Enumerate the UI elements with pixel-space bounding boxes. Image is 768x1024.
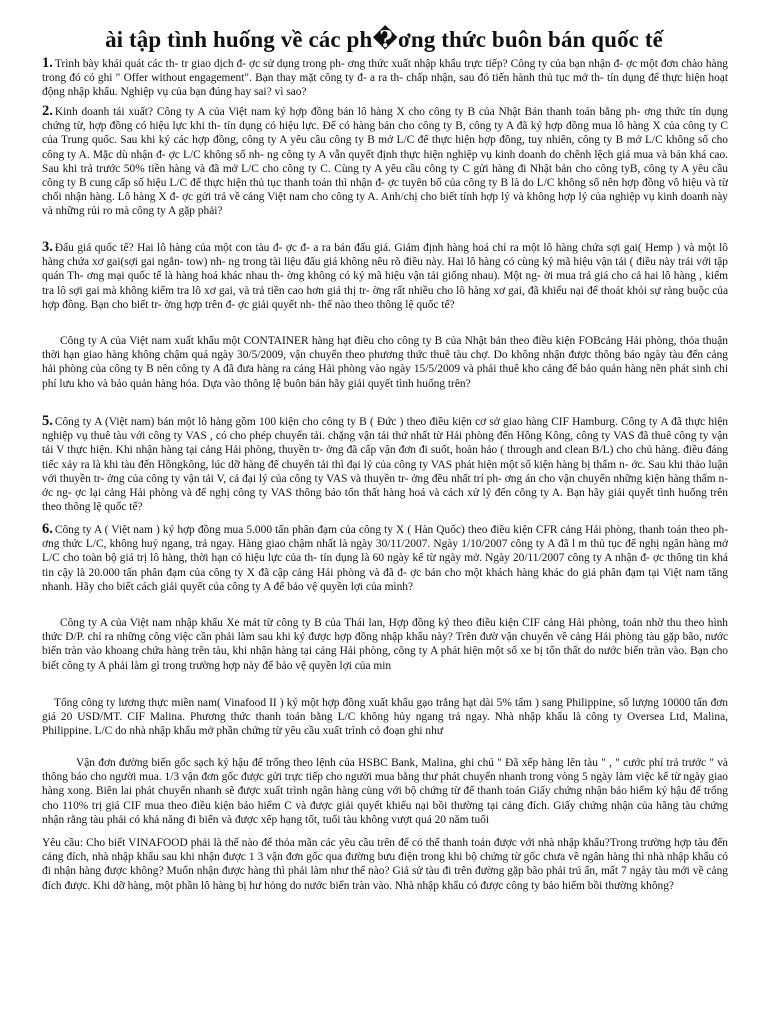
question-text: Công ty A của Việt nam xuất khẩu một CONTAINER hàng hạt điều cho công ty B của Nhật bản theo điều kiện FOBcảng Hải phòng, thỏa thuận thời hạn giao hàng không chậm quá ngày 30/5/2009, vận chuyển theo phương thức thuê tàu chợ. Do không nhận được thông báo ngày tàu đến cảng hải phòng của công ty B nên công ty A đã đưa hàng ra cảng Hải phòng vào ngày 15/5/2009 và phải thuê kho cảng để bảo quản hàng nên phát sinh chi phí lưu kho và bảo quản hàng hóa. Dựa vào thông lệ buôn bán hãy giải quyết tình huống trên? <box>42 335 728 390</box>
question-number: 6. <box>42 522 53 537</box>
question-text: Vận đơn đường biển gốc sạch ký hậu để trống theo lệnh của HSBC Bank, Malina, ghi chú " Đã xếp hàng lên tàu " , " cước phí trả trước " và thông báo cho người mua. 1/3 vận đơn gốc được gửi trực tiếp cho người mua bằng thư phát chuyển nhanh trong vòng 5 ngày làm việc kể từ ngày giao hàng xong. Biên lai phát chuyển nhanh sẽ được xuất trình ngân hàng cùng với bộ chứng từ để thanh toán Giấy chứng nhận bảo hiểm ký hậu để trống cho 110% trị giá CIF mua theo điều kiện bảo hiểm C và được giải quyết khiếu nại bồi thường tại cảng đích. Giấy chứng nhận của hãng tàu chứng nhận rằng tàu phải có khả năng đi biển và được xếp hạng tốt, tuổi tàu không vượt quá 20 năm tuổi <box>42 757 728 826</box>
question-text: Công ty A ( Việt nam ) ký hợp đồng mua 5.000 tấn phân đạm của công ty X ( Hàn Quốc) theo điều kiện CFR cảng Hải phòng, thanh toán theo ph- ơng thức L/C, không huỷ ngang, trả ngay. Hàng giao chậm nhất là ngày 30/11/2007. Ngày 1/10/2007 công ty A đã l m thủ tục để nghị ngân hàng mở L/C cho toàn bộ giá trị lô hàng, thời hạn có hiệu lực của th- tín dụng là 60 ngày kể từ ngày mở. Ngày 20/11/2007 công ty A nhận đ- ợc thông tin khá tin cậy là 20.000 tấn phân đạm của công ty X đã cập cảng Hải phòng và đã đ- ợc bán cho một khách hàng khác do giá phân đạm tại Việt nam tăng nhanh. Hãy cho biết cách giải quyết của công ty A để bảo vệ quyền lợi của mình? <box>42 524 728 593</box>
question-text: Tổng công ty lương thực miền nam( Vinafood II ) ký một hợp đồng xuất khẩu gạo trắng hạt dài 5% tấm ) sang Philippine, số lượng 10000 tấn đơn giá 20 USD/MT. CIF Malina. Phương thức thanh toán bằng L/C không hủy ngang trả ngay. Nhà nhập khẩu là công ty Oversea Ltd, Malina, Philippine. L/C do nhà nhập khẩu mở phần chứng từ yêu cầu xuất trình có đoạn ghi như <box>42 697 728 738</box>
question-text: Công ty A của Việt nam nhập khẩu Xe mát từ công ty B của Thái lan, Hợp đồng ký theo điều kiện CIF cảng Hải phòng, toán nhờ thu theo hình thức D/P. chỉ ra những công việc cần phải làm sau khi ký được hợp đồng nhập khẩu này? Trên đườ vận chuyển về cảng Hải phòng tàu gặp bão, nước biển tràn vào khoang chứa hàng trên tàu, khi nhận hàng tại cảng Hải phòng, công ty A phát hiện một số xe bị tổn thất do nước biển tràn vào. Bạn cho biết công ty A phải làm gì trong trường hợp này để bảo vệ quyền lợi của min <box>42 617 728 672</box>
question-text: Công ty A (Việt nam) bán một lô hàng gồm 100 kiện cho công ty B ( Đức ) theo điều kiện cơ sở giao hàng CIF Hamburg. Công ty A đã thực hiện nghiệp vụ thuê tàu với công ty VAS , có cho phép chuyển tải. chặng vận tải thứ nhất từ Hải phòng đến Hồng Kông, công ty VAS đã thuê công ty vận tải V thực hiện. Khi nhận hàng tại cảng Hải phòng, thuyền tr- ởng đã cấp vận đơn đi suốt, hoàn hảo ( through and clean B/L) cho chủ hàng. điều đáng tiếc xảy ra là khi tàu đến Hồngkông, lúc dỡ hàng để chuyển tải thì đại lý của công ty VAS phát hiện một số kiện hàng bị thấm n- ớc. Sau khi thảo luận với thuyền tr- ởng của công ty vận tải V, cả đại lý của công ty VAS và thuyền tr- ởng đều nhất trí ph- ơng án cho vận chuyển những kiện hàng thấm n- ớc ng- ợc lại cảng Hải phòng và để nghị công ty VAS thông báo tổn thất hàng hoá và cách xử lý đến công ty A. Bạn hãy giải quyết tình huống trên theo thông lệ quốc tế? <box>42 416 728 514</box>
question-6 <box>42 522 728 614</box>
question-4 <box>42 334 728 412</box>
question-5 <box>42 414 728 520</box>
question-3 <box>42 240 728 332</box>
requirements-block <box>42 756 728 834</box>
question-1 <box>42 56 728 102</box>
question-2 <box>42 104 728 238</box>
question-number: 3. <box>42 240 53 255</box>
question-text: Đấu giá quốc tế? Hai lô hàng của một con tàu đ- ợc đ- a ra bán đấu giá. Giám định hàng hoá chỉ ra một lô hàng chứa sợi gai( Hemp ) và một lô hàng chứa xơ gai(sợi gai ngắn- tow) nh- ng trong tài liệu đấu giá không nêu rõ điều này. Hai lô hàng có cùng ký mã hiệu vận tải ( điều này trái với tập quán Th- ơng mại quốc tế là hàng hoá khác nhau th- ờng không có ký mã hiệu vận tải giống nhau). Một ng- ời mua trả giá cho cả hai lô hàng , kiểm tra lô sợi gai mà không kiểm tra lô xơ gai, và trả tiền cao hơn giá thị tr- ờng rất nhiều cho lô hàng xơ gai, đã khiếu nại để thoát khỏi sự ràng buộc của hợp đồng. Bạn cho biết tr- ờng hợp trên đ- ợc giải quyết nh- thế nào theo thông lệ quốc tế? <box>42 242 728 311</box>
question-text: Kinh doanh tái xuất? Công ty A của Việt nam ký hợp đồng bán lô hàng X cho công ty B của Nhật Bản thanh toán bằng ph- ơng thức tín dụng chứng từ, hợp đồng có hiệu lực khi th- tín dụng có hiệu lực. Để có hàng bán cho công ty B, công ty A đã ký hợp đồng mua lô hàng X của công ty C của Trung quốc. Sau khi ký các hợp đồng, công ty A yêu cầu công ty B mở L/C để thực hiện hợp đồng, tuy nhiên, công ty B mở L/C không số cho công ty A. Mặc dù nhận đ- ợc L/C không số nh- ng công ty A vẫn quyết định thực hiện nghiệp vụ kinh doanh do chênh lệch giá mua và bán khá cao. Sau khi trả trước 50% tiền hàng và đã mở L/C cho công ty C. Cùng ty A yêu cầu công ty C gửi hàng đi Nhật bản cho công tyB, công ty A yêu cầu công ty B cung cấp số hiệu L/C để thực hiện thủ tục thanh toán thì nhận đ- ợc tuyên bố của công ty B là do L/C không số nên hợp đồng vô hiệu và từ chối nhận hàng. Lô hàng X đ- ợc gửi trả về cảng Việt nam cho công ty A. Anh/chị cho biết tính hợp lý và không hợp lý của nghiệp vụ kinh doanh này và những rủi ro mà công ty A gặp phải? <box>42 106 728 218</box>
question-8 <box>42 696 728 742</box>
page-title: ài tập tình huống về các ph�ơng thức buôn bán quốc tế <box>105 27 663 52</box>
question-number: 2. <box>42 104 53 119</box>
question-8-requirements <box>42 836 728 942</box>
question-text: Yêu cầu: Cho biết VINAFOOD phải là thế nào để thỏa mãn các yêu cầu trên để có thể thanh toán được với nhà nhập khẩu?Trong trường hợp tàu đến cảng đích, nhà nhập khẩu sau khi nhận được 1 3 vận đơn gốc qua đường bưu điện trong khi bộ chứng từ gốc chưa về ngân hàng thì nhà nhập khẩu có đi nhận hàng được không? Muốn nhận được hàng thì phải làm như thế nào? Giả sử tàu đi trên đường gặp bão phải trú ẩn, mất 7 ngày tàu mới về cảng đích được. Khi dỡ hàng, một phần lô hàng bị hư hỏng do nước biển tràn vào. Nhà nhập khẩu có được công ty bảo hiểm bồi thường không? <box>42 837 728 892</box>
question-text: Trình bày khái quát các th- tr giao dịch đ- ợc sử dụng trong ph- ơng thức xuất nhập khẩu trực tiếp? Công ty của bạn nhận đ- ợc một đơn chào hàng trong đó có ghi " Offer without engagement". Bạn thay mặt công ty đ- a ra th- chấp nhận, sau đó tiến hành thủ tục mở th- tín dụng để thực hiện hoạt động nhập khẩu. Nghiệp vụ của bạn đúng hay sai? vì sao? <box>42 58 728 99</box>
question-number: 1. <box>42 56 53 71</box>
question-number: 5. <box>42 414 53 429</box>
question-7 <box>42 616 728 694</box>
